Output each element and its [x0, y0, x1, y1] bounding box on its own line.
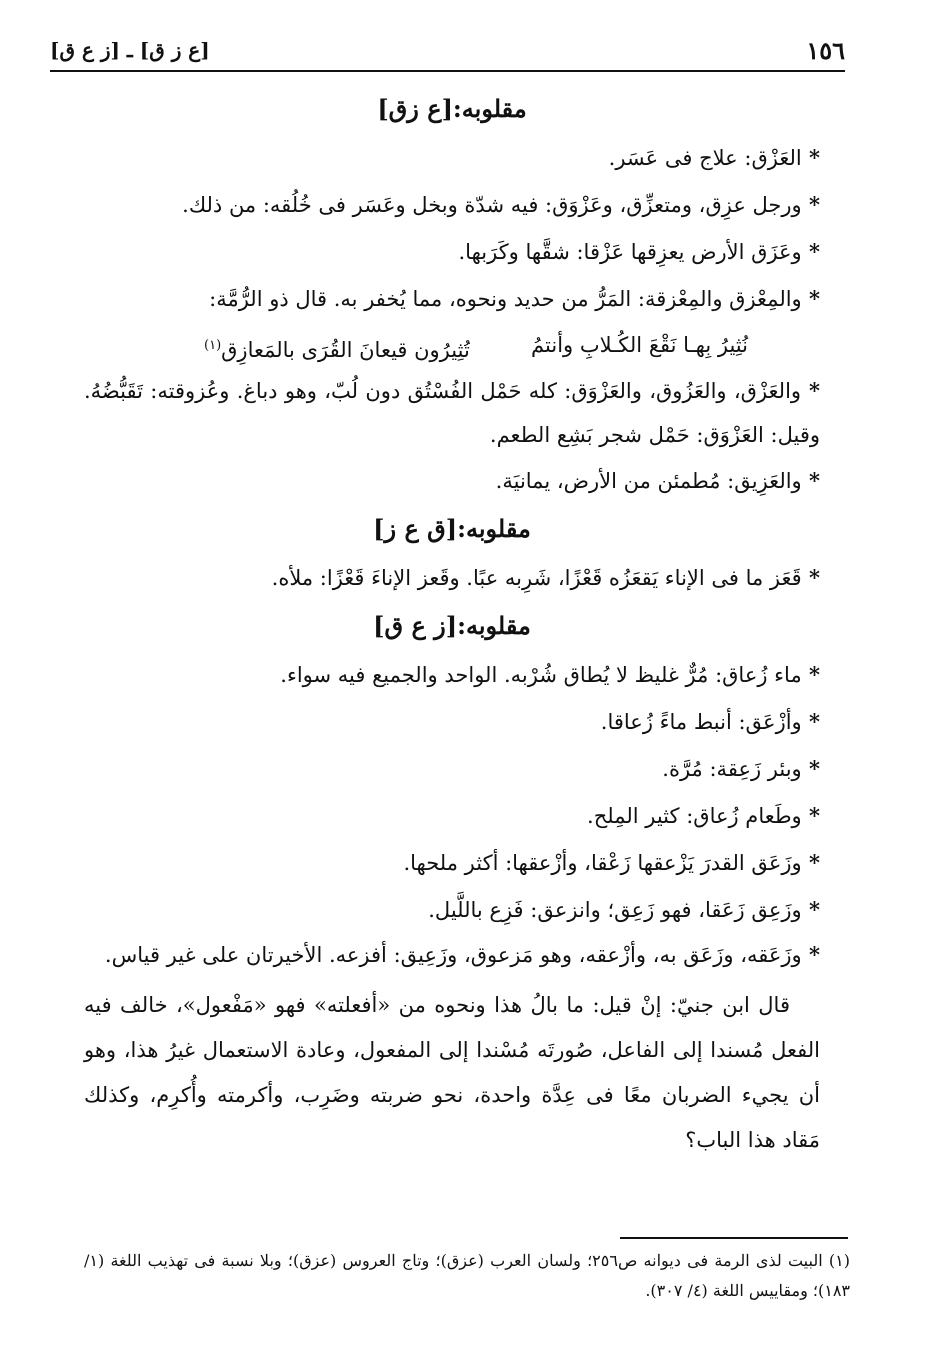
entry: * ورجل عزِق، ومتعزِّق، وعَزْوَق: فيه شدّة وبخل وعَسَر فى خُلُقه: من ذلك.	[182, 192, 820, 217]
asterisk-icon: *	[801, 565, 820, 590]
asterisk-icon: *	[801, 897, 820, 922]
section-heading-zaq: مقلوبه:[ز ع ق]	[373, 611, 531, 640]
running-header	[50, 34, 845, 72]
asterisk-icon: *	[801, 239, 820, 264]
poetry-verse	[84, 322, 820, 369]
entry: * وزَعَقه، وزَعَق به، وأزْعقه، وهو مَزعوق، وزَعِيق: أفزعه. الأخيرتان على غير قياس.	[104, 942, 820, 967]
asterisk-icon: *	[801, 662, 820, 687]
footnote: (١) البيت لذى الرمة فى ديوانه ص٢٥٦؛ ولسان العرب (عزق)؛ وتاج العروس (عزق)؛ وبلا نسبة فى تهذيب اللغة (١/ ١٨٣)؛ ومقاييس اللغة (٤/ ٣٠٧).	[84, 1251, 850, 1300]
asterisk-icon: *	[801, 468, 820, 493]
asterisk-icon: *	[801, 756, 820, 781]
asterisk-icon: *	[801, 145, 820, 170]
page-number: ١٥٦	[806, 36, 845, 65]
entry: * والعَزِيق: مُطمئن من الأرض، يمانيَة.	[495, 468, 820, 493]
asterisk-icon: *	[801, 850, 820, 875]
asterisk-icon: *	[801, 709, 820, 734]
entry: * قَعَز ما فى الإناء يَقعَزُه قَعْزًا، شَرِبه عبًا. وقَعز الإناءَ قَعْزًا: ملأه.	[271, 565, 820, 590]
entry: * ماء زُعاق: مُرٌّ غليظ لا يُطاق شُرْبه. الواحد والجميع فيه سواء.	[280, 662, 820, 687]
commentary-paragraph: قال ابن جنيّ: إنْ قيل: ما بالُ هذا ونحوه من «أفعلته» فهو «مَفْعول»، خالف فيه الفعل مُسندا إلى الفاعل، صُورتَه مُسْندا إلى المفعول، وعادة الاستعمال غيرُ هذا، وهو أن يجيء الضربان معًا فى عِدَّة واحدة، نحو ضربته وضَرِب، وأكرمته وأُكرِم، وكذلك مَقاد هذا الباب؟	[84, 993, 820, 1152]
asterisk-icon: *	[801, 286, 820, 311]
verse-second-hemistich: تُثِيرُون قيعانَ القُرَى بالمَعازِق$^{(١)}$	[204, 338, 470, 362]
entry: * وبئر زَعِقة: مُرَّة.	[662, 756, 820, 781]
asterisk-icon: *	[801, 803, 820, 828]
verse-first-hemistich: نُثِيرُ بِهـا نَقْعَ الكُـلابِ وأنتمُ	[531, 333, 748, 357]
entry: * والمِعْزق والمِعْزقة: المَرُّ من حديد ونحوه، مما يُخفر به. قال ذو الرُّمَّة:	[209, 286, 820, 311]
asterisk-icon: *	[801, 192, 820, 217]
entry: * وطَعام زُعاق: كثير المِلح.	[587, 803, 820, 828]
body-text	[84, 84, 820, 1163]
section-heading-qaz: مقلوبه:[ق ع ز]	[373, 514, 531, 543]
entry: * والعَزْق، والعَزُوق، والعَزْوَق: كله حَمْل الفُسْتُق دون لُبّ، وهو دباغ. وعُزوقته: تَقَبُّضُهُ. وقيل: العَزْوَق: حَمْل شجر بَشِع الطعم.	[84, 378, 820, 447]
footnote-divider	[620, 1237, 848, 1239]
asterisk-icon: *	[801, 942, 820, 967]
section-heading-azq: مقلوبه:[ع زق]	[377, 94, 527, 123]
footnote-mark: (١)	[204, 338, 222, 353]
entry: * وزَعِق زَعَقا، فهو زَعِق؛ وانزعق: فَزِع باللَّيل.	[428, 897, 820, 922]
entry: * وعَزَق الأرض يعزِقها عَزْقا: شقَّها وكَرَبها.	[458, 239, 820, 264]
entry: * العَزْق: علاج فى عَسَر.	[608, 145, 820, 170]
entry: * وزَعَق القدرَ يَزْعقها زَعْقا، وأزْعقها: أكثر ملحها.	[403, 850, 820, 875]
entry: * وأزْعَق: أنبط ماءً زُعاقا.	[600, 709, 820, 734]
asterisk-icon: *	[801, 378, 820, 403]
header-root-label: [ع ز ق] ـ [ز ع ق]	[50, 38, 210, 62]
